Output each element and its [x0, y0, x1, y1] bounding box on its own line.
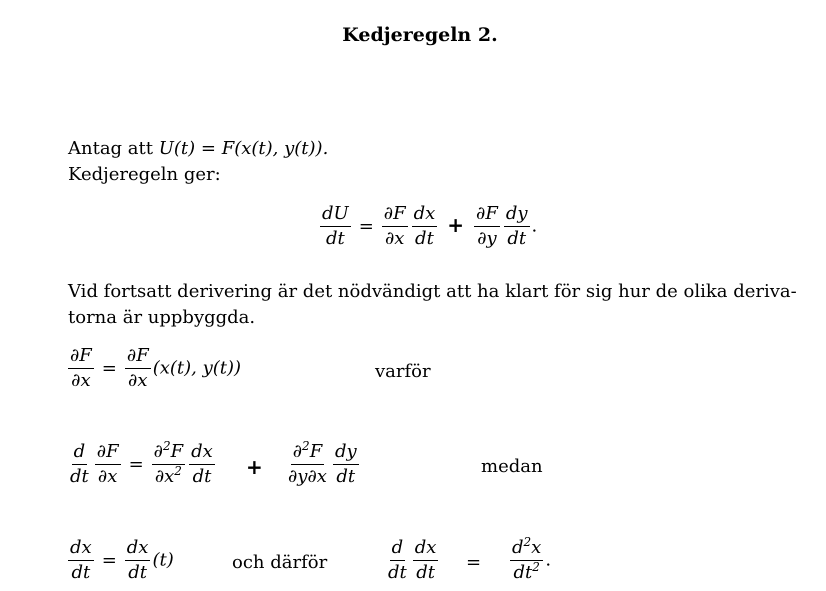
paragraph-line-1: Vid fortsatt derivering är det nödvändigt att ha klart för sig hur de olika deriva-: [68, 281, 797, 302]
fraction-d2F-dydx: [286, 439, 329, 487]
numerator: dy: [504, 204, 530, 227]
numerator: dy: [333, 442, 359, 465]
numerator: ∂F: [125, 346, 151, 369]
numerator: [291, 439, 324, 465]
numerator: dx: [68, 538, 94, 561]
numerator: dx: [412, 204, 438, 227]
fraction-d2x-dt2: [510, 535, 543, 583]
differential-symbol: d: [512, 537, 524, 558]
fraction-d-dt: [68, 442, 91, 487]
intro-line-1: [68, 136, 328, 162]
exponent: 2: [162, 439, 171, 453]
differential-variable: dt: [513, 562, 533, 583]
denominator: dt: [192, 466, 212, 487]
denominator: dt: [507, 228, 527, 249]
fraction-d-dt: [386, 538, 409, 583]
fraction-dF-dx: [95, 442, 121, 487]
numerator: ∂F: [382, 204, 408, 227]
exponent: 2: [174, 464, 182, 478]
fraction-d2F-dx2: [152, 439, 185, 487]
variable: x: [531, 537, 542, 558]
numerator: dx: [125, 538, 151, 561]
numerator: ∂F: [95, 442, 121, 465]
denominator: ∂x: [128, 370, 148, 391]
fraction-dy-dt: [333, 442, 359, 487]
exponent: 2: [523, 535, 532, 549]
fraction-dU-dt: [320, 204, 351, 249]
equals-sign: =: [101, 357, 117, 379]
plus-sign: +: [246, 455, 263, 479]
function-argument: (t): [152, 549, 174, 571]
partial-symbol: ∂: [153, 441, 163, 462]
intro-line-1-math: U(t) = F(x(t), y(t)).: [158, 138, 329, 159]
fraction-dx-dt: [413, 538, 439, 583]
denominator: dt: [388, 562, 407, 583]
function-symbol: F: [170, 441, 184, 462]
page-title: Kedjeregeln 2.: [342, 24, 498, 46]
equation-d2x-dt2: [508, 535, 552, 583]
denominator: ∂y∂x: [288, 466, 327, 487]
fraction-dF-dx-rhs: [125, 346, 151, 391]
word-och-darfor: och därför: [232, 552, 328, 573]
equals-sign: =: [101, 549, 117, 571]
denominator: ∂y: [477, 228, 497, 249]
intro-line-1-text: Antag att: [68, 138, 153, 159]
intro-text: [68, 136, 328, 188]
numerator: ∂F: [474, 204, 500, 227]
numerator: ∂F: [68, 346, 94, 369]
fraction-dy-dt: [504, 204, 530, 249]
equation-second-derivative: [66, 439, 217, 487]
fraction-dx-dt-rhs: [125, 538, 151, 583]
plus-sign: +: [447, 212, 465, 237]
denominator: ∂x: [71, 370, 91, 391]
exponent: 2: [532, 560, 540, 574]
fraction-dx-dt: [189, 442, 215, 487]
fraction-dF-dy: [474, 204, 500, 249]
denominator: [153, 465, 184, 487]
numerator: [510, 535, 543, 561]
equals-sign-2: =: [466, 552, 482, 573]
fraction-dx-dt: [412, 204, 438, 249]
denominator: dt: [325, 228, 345, 249]
numerator: dx: [189, 442, 215, 465]
denominator: ∂x: [97, 466, 118, 487]
fraction-dF-dx: [382, 204, 408, 249]
paragraph-line-2: torna är uppbyggda.: [68, 307, 256, 328]
denominator: dt: [128, 562, 147, 583]
word-varfor: varför: [375, 361, 431, 382]
word-medan: medan: [481, 456, 543, 477]
equals-sign: =: [128, 453, 144, 475]
explanation-paragraph: [68, 279, 797, 331]
exponent: 2: [302, 439, 310, 453]
equals-sign: =: [358, 215, 374, 237]
period: .: [531, 215, 538, 237]
equation-chain-rule: [318, 204, 537, 249]
numerator: [152, 439, 185, 465]
function-symbol: F: [309, 441, 323, 462]
denominator: [511, 561, 541, 583]
equation-partial-F-x: [66, 346, 241, 391]
partial-variable: ∂x: [154, 466, 175, 487]
denominator: dt: [336, 466, 356, 487]
partial-symbol: ∂: [292, 441, 303, 462]
fraction-dF-dx-lhs: [68, 346, 94, 391]
equation-dx-dt: [66, 538, 174, 583]
denominator: dt: [71, 562, 91, 583]
equation-second-derivative-mixed: [284, 439, 361, 487]
period: .: [545, 549, 552, 571]
numerator: dU: [320, 204, 351, 227]
numerator: dx: [413, 538, 439, 561]
intro-line-2: Kedjeregeln ger:: [68, 164, 221, 185]
fraction-dx-dt-lhs: [68, 538, 94, 583]
denominator: ∂x: [384, 228, 405, 249]
denominator: dt: [70, 466, 89, 487]
denominator: dt: [415, 228, 434, 249]
numerator: d: [390, 538, 406, 561]
function-arguments: (x(t), y(t)): [152, 357, 242, 379]
numerator: d: [72, 442, 88, 465]
equation-d-dt-dx-dt: [384, 538, 440, 583]
denominator: dt: [416, 562, 435, 583]
